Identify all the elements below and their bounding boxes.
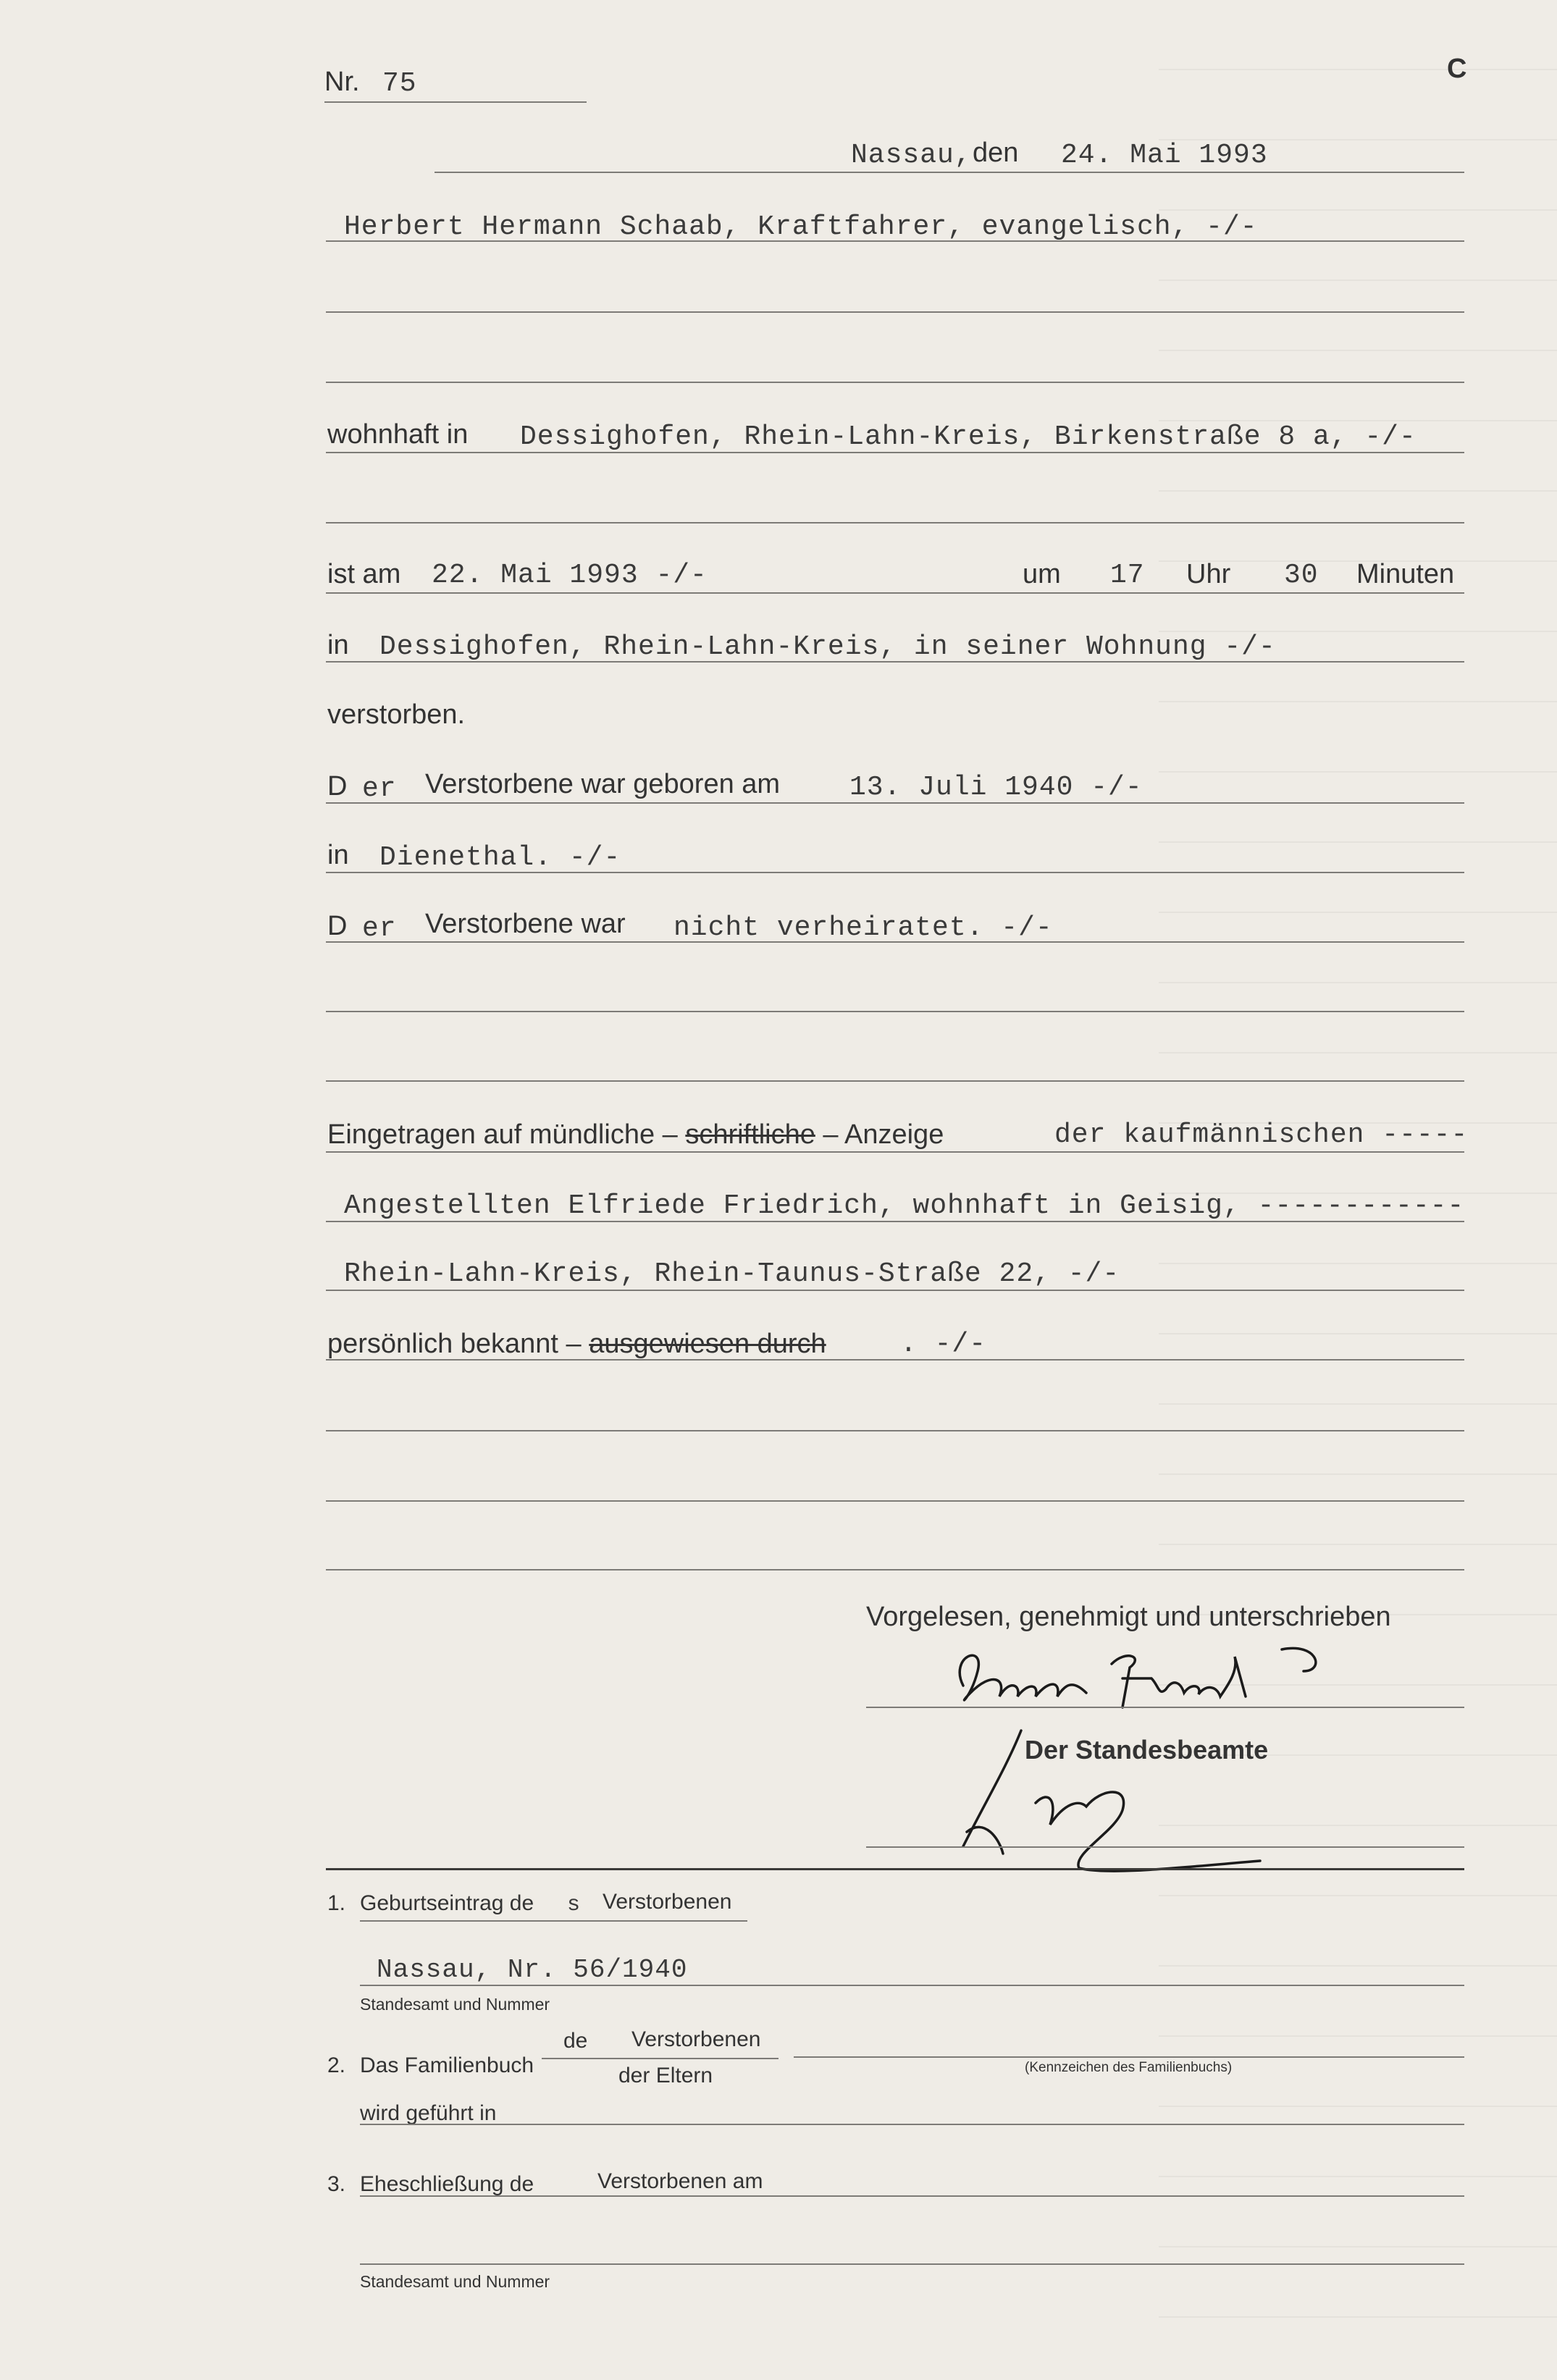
document-date: 24. Mai 1993 [1061, 140, 1268, 171]
death-place: Dessighofen, Rhein-Lahn-Kreis, in seiner Wohnung -/- [379, 631, 1276, 663]
birth-date: 13. Juli 1940 -/- [849, 772, 1143, 803]
death-place-label: in [327, 630, 349, 660]
item1-rule [360, 1920, 747, 1922]
minuten-label: Minuten [1356, 559, 1455, 589]
birth-label: Verstorbene war geboren am [425, 769, 781, 799]
birth-place: Dienethal. -/- [379, 842, 621, 873]
birth-place-rule [326, 872, 1464, 873]
read-approved-signed-label: Vorgelesen, genehmigt und unterschrieben [866, 1602, 1391, 1632]
marital-suffix: er [362, 913, 397, 944]
birth-date-rule [326, 802, 1464, 804]
blank-rule-7 [326, 1500, 1464, 1502]
deceased-name-occupation: Herbert Hermann Schaab, Kraftfahrer, evangelisch, -/- [344, 211, 1258, 243]
item2-label: Das Familienbuch [360, 2053, 534, 2077]
item1-number: 1. [327, 1891, 346, 1915]
residence-label: wohnhaft in [327, 419, 469, 450]
registrar-signature [941, 1723, 1275, 1875]
blank-rule-2 [326, 382, 1464, 383]
item3-value: Verstorbenen am [597, 2169, 763, 2193]
marital-d-label: D [327, 911, 348, 941]
death-place-rule [326, 661, 1464, 663]
death-hour: 17 [1110, 560, 1145, 591]
registry-rule [360, 1985, 1464, 1986]
blank-rule-3 [326, 522, 1464, 523]
item3-label: Eheschließung de [360, 2172, 534, 2196]
registration-rule-3 [326, 1290, 1464, 1291]
item3-rule [360, 2195, 1464, 2197]
known-rule [326, 1359, 1464, 1361]
name-rule [326, 240, 1464, 242]
corner-letter: C [1447, 54, 1467, 84]
nr-value: 75 [382, 68, 417, 99]
family-book-rule [794, 2056, 1464, 2058]
informant-line-1: der kaufmännischen ----- [1054, 1119, 1469, 1151]
known-value: . -/- [900, 1329, 987, 1360]
marital-rule [326, 941, 1464, 943]
birth-place-label: in [327, 840, 349, 870]
informant-line-2: Angestellten Elfriede Friedrich, wohnhaft in Geisig, ------------ [344, 1190, 1465, 1221]
um-label: um [1023, 559, 1061, 589]
uhr-label: Uhr [1186, 559, 1231, 589]
death-date-label: ist am [327, 559, 401, 589]
registration-struck-option: schriftliche [685, 1119, 815, 1150]
informant-line-3: Rhein-Lahn-Kreis, Rhein-Taunus-Straße 22, -/- [344, 1258, 1120, 1290]
blank-rule-6 [326, 1430, 1464, 1431]
blank-rule-8 [326, 1569, 1464, 1570]
residence-rule [326, 452, 1464, 453]
known-struck-option: ausgewiesen durch [589, 1329, 826, 1359]
marital-label: Verstorbene war [425, 909, 626, 939]
item2-option-divider [542, 2058, 778, 2059]
blank-rule-5 [326, 1080, 1464, 1082]
date-rule [435, 172, 1464, 173]
blank-rule-4 [326, 1011, 1464, 1012]
registration-rule-2 [326, 1221, 1464, 1222]
den-label: den [973, 138, 1019, 168]
item2-caption: (Kennzeichen des Familienbuchs) [1025, 2060, 1233, 2075]
item2-kept-rule [360, 2124, 1464, 2125]
item2-option-deceased: Verstorbenen [631, 2027, 761, 2051]
item2-option-parents: der Eltern [618, 2064, 713, 2087]
birth-suffix: er [362, 773, 397, 804]
residence-value: Dessighofen, Rhein-Lahn-Kreis, Birkenstraße 8 a, -/- [520, 421, 1417, 453]
known-label: persönlich bekannt – [327, 1329, 582, 1359]
registration-label-end: – Anzeige [823, 1119, 944, 1150]
blank-rule-1 [326, 311, 1464, 313]
item2-de: de [563, 2029, 588, 2053]
birth-registry-entry: Nassau, Nr. 56/1940 [377, 1955, 688, 1985]
nr-rule [324, 101, 587, 103]
registrar-signature-rule [866, 1846, 1464, 1848]
place-value: Nassau, [851, 140, 972, 171]
marital-value: nicht verheiratet. -/- [673, 912, 1053, 943]
item2-number: 2. [327, 2053, 346, 2077]
item1-value: Verstorbenen [603, 1890, 732, 1914]
item3-caption: Standesamt und Nummer [360, 2272, 550, 2291]
identity-line [327, 1329, 826, 1360]
informant-signature-rule [866, 1707, 1464, 1708]
item2-kept-label: wird geführt in [360, 2101, 497, 2125]
nr-label: Nr. [324, 67, 360, 97]
item1-caption: Standesamt und Nummer [360, 1995, 550, 2014]
death-date-rule [326, 592, 1464, 594]
verstorben-label: verstorben. [327, 699, 466, 730]
item1-label: Geburtseintrag de [360, 1891, 534, 1915]
item3-number: 3. [327, 2172, 346, 2196]
registrar-label: Der Standesbeamte [1025, 1735, 1269, 1765]
registration-rule-1 [326, 1151, 1464, 1153]
registration-label [327, 1119, 944, 1151]
death-minutes: 30 [1284, 560, 1319, 591]
death-date: 22. Mai 1993 -/- [432, 560, 708, 591]
item1-suffix: s [567, 1893, 582, 1917]
item3-registry-rule [360, 2263, 1464, 2265]
birth-d-label: D [327, 771, 348, 802]
registration-label-start: Eingetragen auf mündliche – [327, 1119, 678, 1150]
footer-divider [326, 1868, 1464, 1870]
